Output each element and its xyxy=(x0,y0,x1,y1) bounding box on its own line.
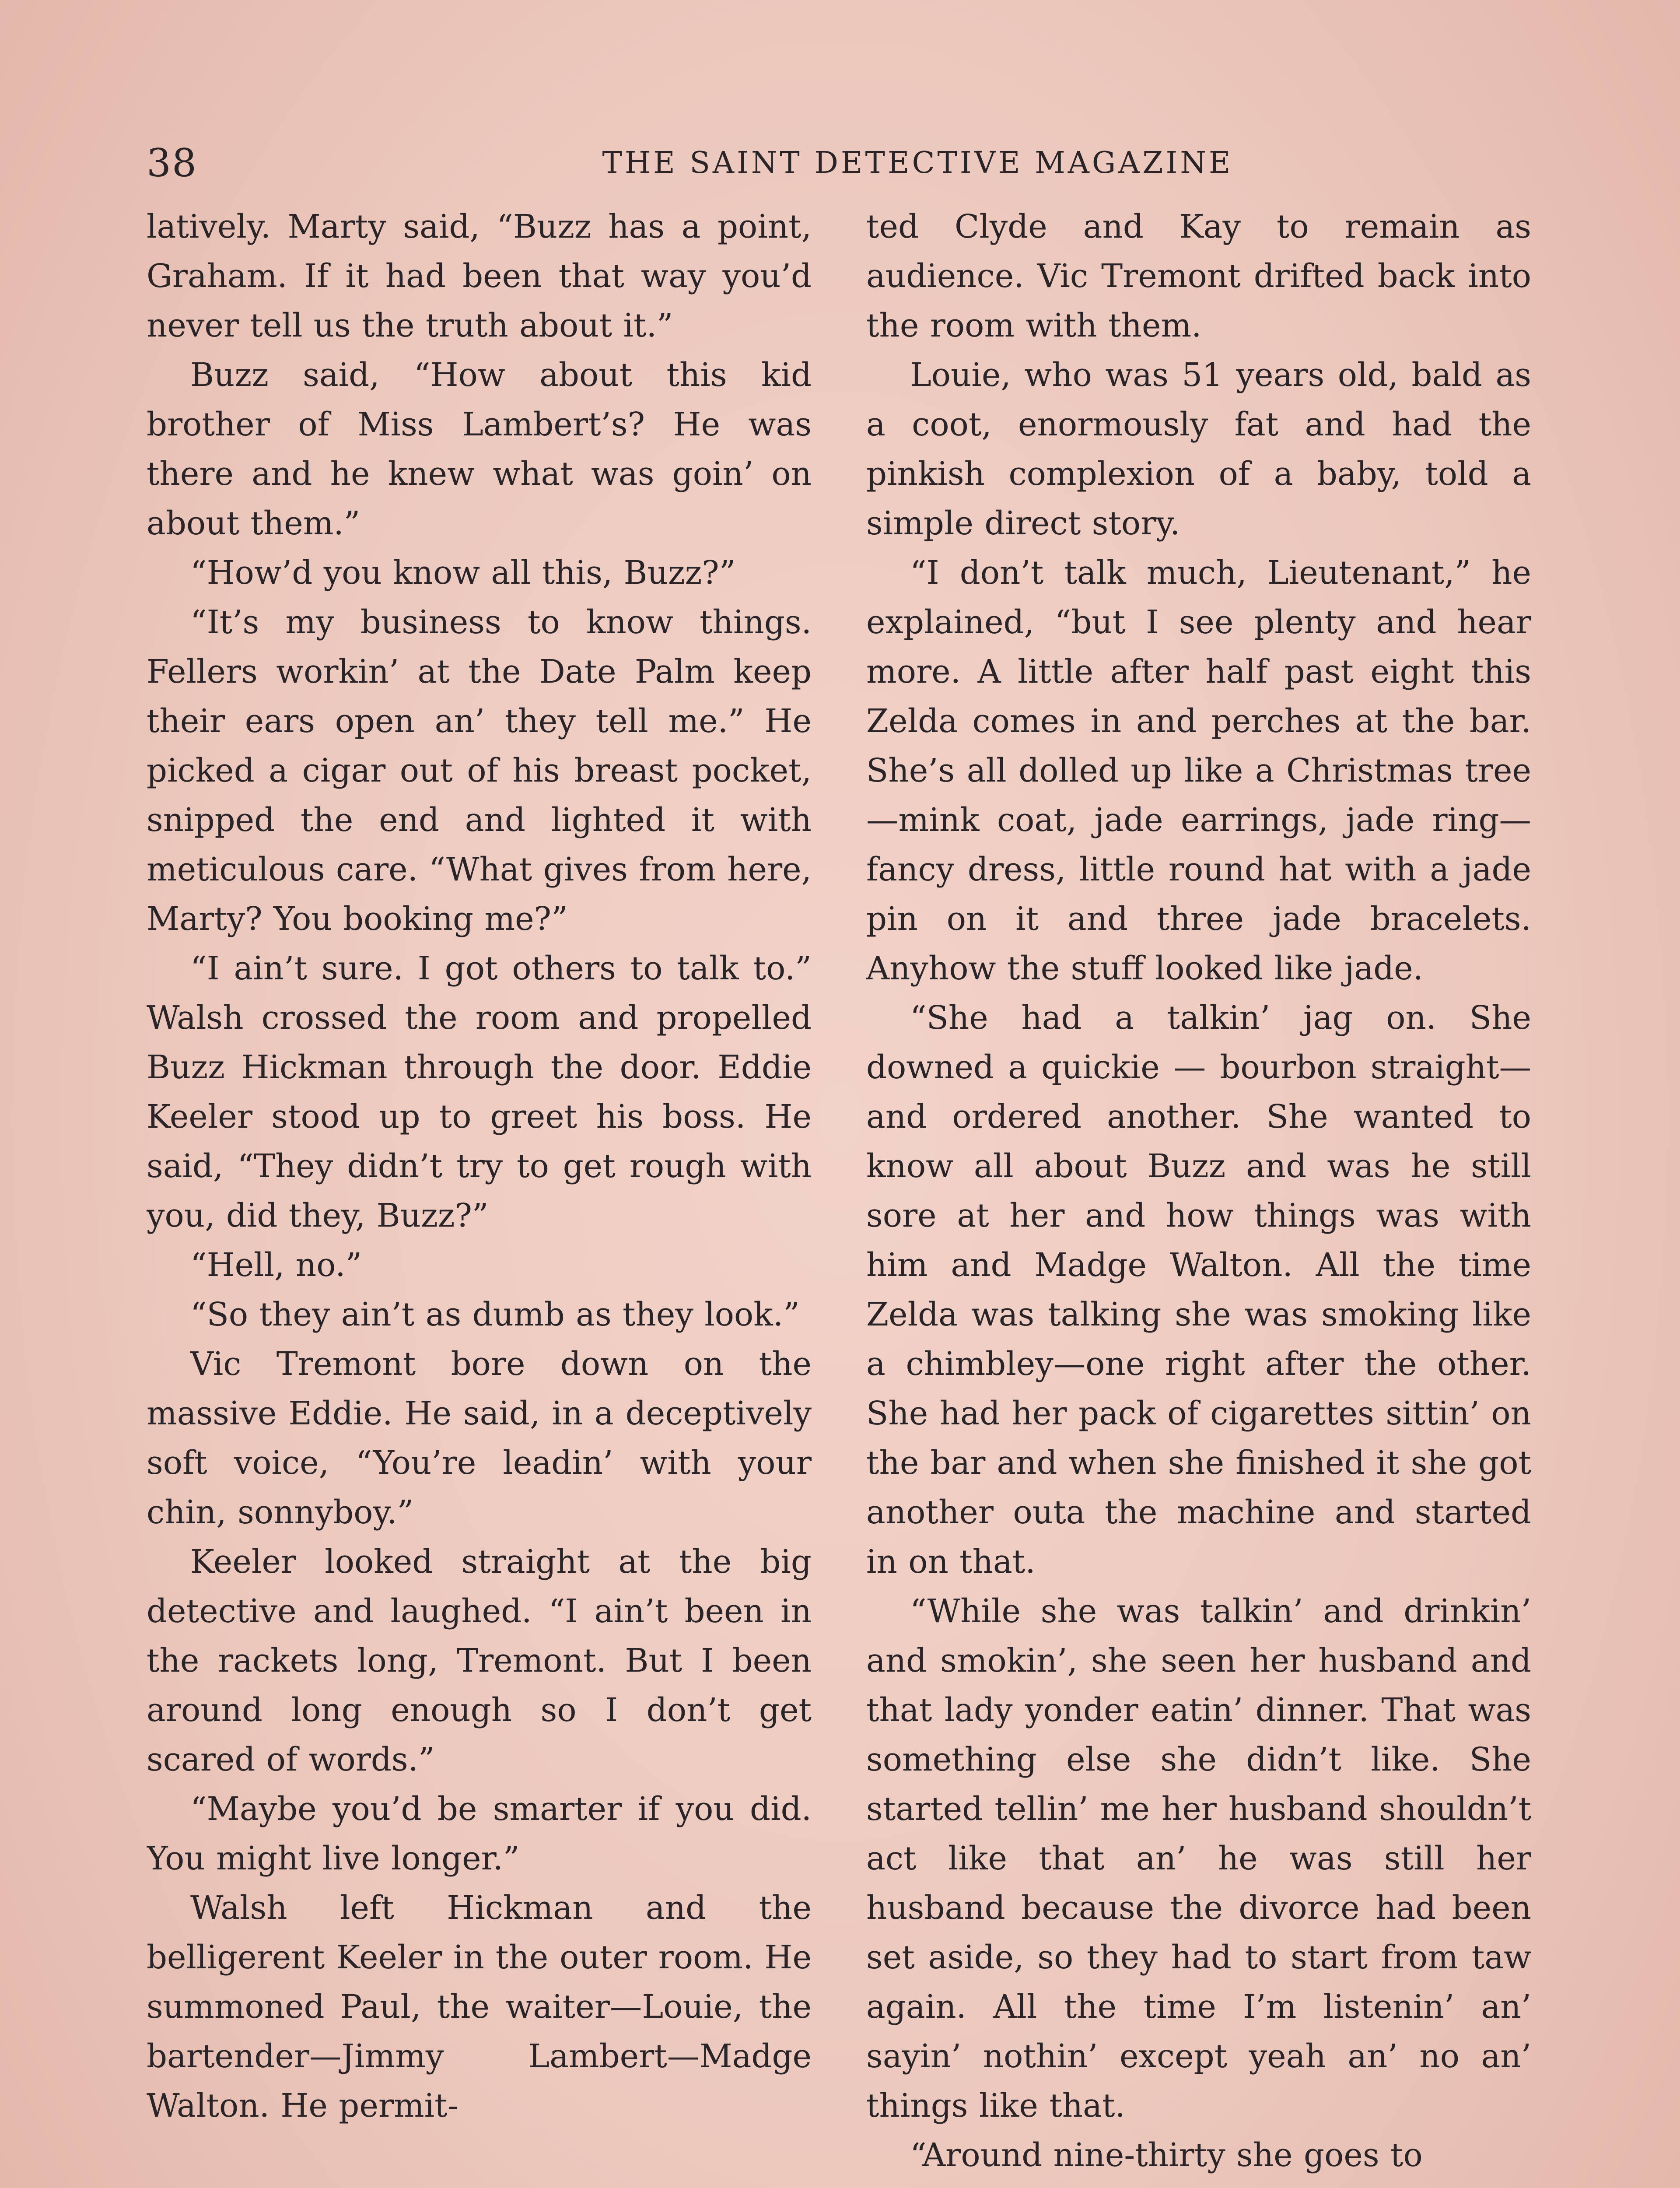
paragraph: Keeler looked straight at the big detective and laughed. “I ain’t been in the rackets long, Tremont. But I been around long enough so I don’t get scared of words.” xyxy=(147,1543,812,1778)
running-head xyxy=(147,139,1544,187)
right-text-column xyxy=(866,202,1531,2188)
paragraph: latively. Marty said, “Buzz has a point, Graham. If it had been that way you’d never tell us the truth about it.” xyxy=(147,208,812,344)
paragraph: “I don’t talk much, Lieutenant,” he explained, “but I see plenty and hear more. A little after half past eight this Zelda comes in and perches at the bar. She’s all dolled up like a Christmas tree—mink coat, jade earrings, jade ring—fancy dress, little round hat with a jade pin on it and three jade bracelets. Anyhow the stuff looked like jade. xyxy=(866,554,1531,987)
paragraph: “Maybe you’d be smarter if you did. You might live longer.” xyxy=(147,1791,812,1877)
paragraph: “I ain’t sure. I got others to talk to.” Walsh crossed the room and propelled Buzz Hickman through the door. Eddie Keeler stood up to greet his boss. He said, “They didn’t try to get rough with you, did they, Buzz?” xyxy=(147,950,812,1234)
paragraph: “How’d you know all this, Buzz?” xyxy=(190,554,736,592)
left-text-column xyxy=(147,202,812,2188)
paragraph: Buzz said, “How about this kid brother of Miss Lambert’s? He was there and he knew what was goin’ on about them.” xyxy=(147,357,812,542)
paragraph: “While she was talkin’ and drinkin’ and smokin’, she seen her husband and that lady yonder eatin’ dinner. That was something else she didn’t like. She started tellin’ me her husband shouldn’t act like that an’ he was still her husband because the divorce had been set aside, so they had to start from taw again. All the time I’m listenin’ an’ sayin’ nothin’ except yeah an’ no an’ things like that. xyxy=(866,1593,1531,2125)
page-number: 38 xyxy=(147,140,197,186)
paragraph: Louie, who was 51 years old, bald as a coot, enormously fat and had the pinkish complexion of a baby, told a simple direct story. xyxy=(866,357,1531,542)
paragraph: “It’s my business to know things. Fellers workin’ at the Date Palm keep their ears open an’ they tell me.” He picked a cigar out of his breast pocket, snipped the end and lighted it with meticulous care. “What gives from here, Marty? You booking me?” xyxy=(147,604,812,938)
paragraph: Vic Tremont bore down on the massive Eddie. He said, in a deceptively soft voice, “You’re leadin’ with your chin, sonnyboy.” xyxy=(147,1346,812,1531)
paragraph: ted Clyde and Kay to remain as audience. Vic Tremont drifted back into the room with them. xyxy=(866,208,1531,344)
paragraph: “So they ain’t as dumb as they look.” xyxy=(190,1296,800,1333)
paragraph: “She had a talkin’ jag on. She downed a quickie — bourbon straight—and ordered another. She wanted to know all about Buzz and was he still sore at her and how things was with him and Madge Walton. All the time Zelda was talking she was smoking like a chimbley—one right after the other. She had her pack of cigarettes sittin’ on the bar and when she finished it she got another outa the machine and started in on that. xyxy=(866,999,1531,1581)
paragraph: “Hell, no.” xyxy=(190,1247,362,1284)
paragraph: “Around nine-thirty she goes to xyxy=(910,2137,1423,2174)
paragraph: Walsh left Hickman and the belligerent Keeler in the outer room. He summoned Paul, the waiter—Louie, the bartender—Jimmy Lambert—Madge Walton. He permit- xyxy=(147,1890,812,2125)
magazine-title: THE SAINT DETECTIVE MAGAZINE xyxy=(602,146,1233,180)
